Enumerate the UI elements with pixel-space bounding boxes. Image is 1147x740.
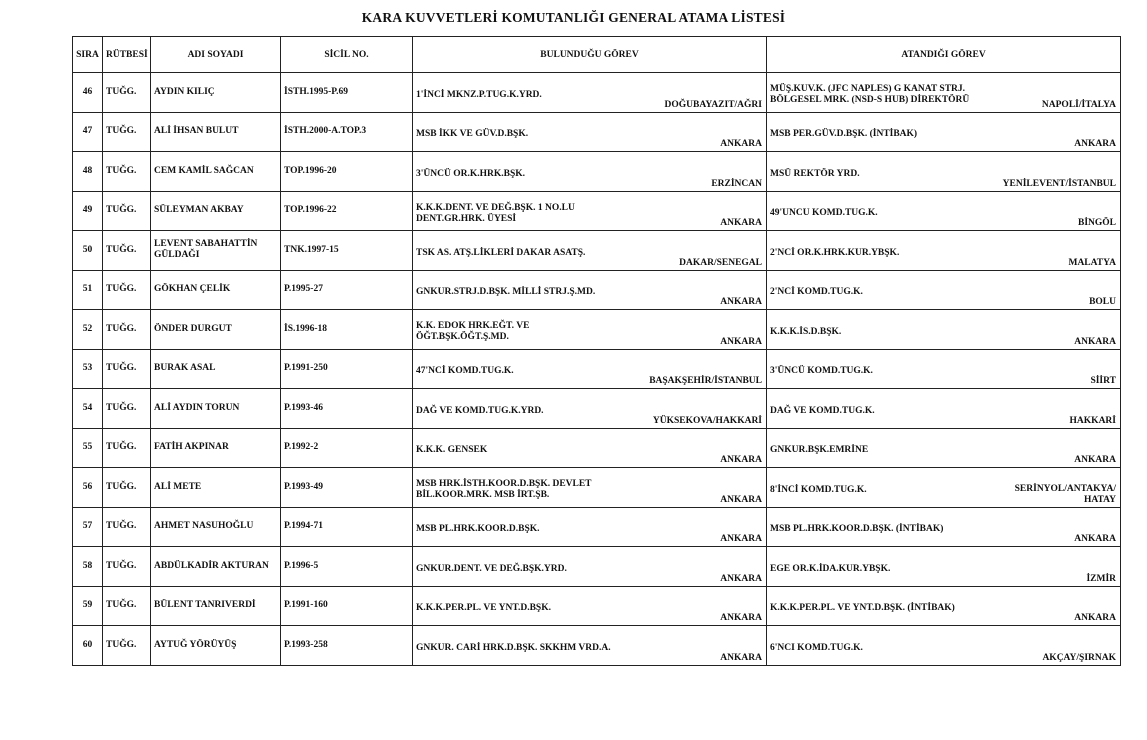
cell-assigned-duty [767, 547, 1121, 587]
cell-assigned-duty-place: HAKKARİ [1069, 415, 1116, 426]
cell-current-duty-duty: K.K.K. GENSEK [416, 445, 488, 456]
cell-sicil-text: TOP.1996-20 [284, 165, 337, 176]
cell-current-duty-duty: K.K.K.DENT. VE DEĞ.BŞK. 1 NO.LU DENT.GR.HRK. ÜYESİ [416, 202, 575, 224]
cell-current-duty [413, 507, 767, 547]
cell-rutbe-text: TUĞG. [106, 165, 137, 176]
header-current-duty: BULUNDUĞU GÖREV [413, 37, 767, 73]
cell-assigned-duty-place: BİNGÖL [1077, 218, 1116, 228]
cell-assigned-duty-place: SİİRT [1090, 376, 1116, 386]
cell-sira-text: 58 [82, 560, 93, 571]
cell-assigned-duty-place: ANKARA [1074, 139, 1116, 149]
cell-rutbe [103, 231, 151, 271]
cell-name [151, 428, 281, 468]
cell-assigned-duty [767, 152, 1121, 192]
cell-sira [73, 349, 103, 389]
cell-current-duty [413, 349, 767, 389]
cell-rutbe [103, 626, 151, 666]
cell-assigned-duty-duty: MÜŞ.KUV.K. (JFC NAPLES) G KANAT STRJ. BÖLGESEL MRK. (NSD-S HUB) DİREKTÖRÜ [770, 84, 970, 106]
cell-rutbe [103, 428, 151, 468]
cell-rutbe-text: TUĞG. [106, 521, 137, 532]
cell-current-duty-place: ANKARA [720, 455, 762, 465]
cell-sira-text: 56 [82, 481, 93, 492]
cell-name [151, 270, 281, 310]
cell-name [151, 349, 281, 389]
cell-sicil [281, 73, 413, 113]
cell-sira [73, 191, 103, 231]
cell-name-text: FATİH AKPINAR [154, 442, 229, 453]
cell-assigned-duty-place: ANKARA [1074, 534, 1116, 544]
cell-current-duty-place: ANKARA [720, 336, 762, 347]
cell-sira [73, 310, 103, 350]
cell-sira [73, 389, 103, 429]
table-row [73, 428, 1121, 468]
cell-sira-text: 54 [82, 402, 93, 413]
cell-sicil-text: P.1993-49 [284, 481, 323, 492]
cell-sicil [281, 468, 413, 508]
table-row [73, 349, 1121, 389]
cell-assigned-duty-duty: MSB PL.HRK.KOOR.D.BŞK. (İNTİBAK) [770, 524, 944, 535]
cell-rutbe [103, 270, 151, 310]
cell-assigned-duty-duty: MSB PER.GÜV.D.BŞK. (İNTİBAK) [770, 129, 918, 140]
cell-current-duty [413, 389, 767, 429]
cell-sira-text: 50 [82, 244, 93, 255]
table-row [73, 152, 1121, 192]
cell-sicil [281, 112, 413, 152]
cell-assigned-duty-place: MALATYA [1068, 257, 1116, 268]
cell-sicil [281, 586, 413, 626]
cell-current-duty-duty: GNKUR.DENT. VE DEĞ.BŞK.YRD. [416, 563, 567, 574]
cell-assigned-duty-place: AKÇAY/ŞIRNAK [1042, 652, 1116, 663]
cell-current-duty [413, 626, 767, 666]
cell-assigned-duty-duty: K.K.K.PER.PL. VE YNT.D.BŞK. (İNTİBAK) [770, 603, 955, 614]
cell-current-duty-place: ERZİNCAN [711, 178, 762, 189]
cell-current-duty [413, 310, 767, 350]
cell-sicil-text: TNK.1997-15 [284, 244, 339, 255]
cell-current-duty-place: ANKARA [720, 613, 762, 623]
cell-assigned-duty [767, 310, 1121, 350]
cell-sicil-text: P.1991-160 [284, 600, 328, 611]
cell-sira [73, 468, 103, 508]
cell-sicil [281, 349, 413, 389]
cell-sicil [281, 626, 413, 666]
cell-name-text: ABDÜLKADİR AKTURAN [154, 560, 269, 571]
cell-name [151, 112, 281, 152]
cell-assigned-duty [767, 270, 1121, 310]
cell-rutbe-text: TUĞG. [106, 560, 137, 571]
cell-sicil-text: P.1996-5 [284, 560, 319, 571]
cell-sira [73, 152, 103, 192]
cell-sicil [281, 270, 413, 310]
cell-sicil [281, 191, 413, 231]
cell-assigned-duty-duty: 2'NCİ KOMD.TUG.K. [770, 287, 863, 298]
cell-sicil-text: İSTH.1995-P.69 [284, 86, 349, 97]
cell-assigned-duty [767, 112, 1121, 152]
table-row [73, 586, 1121, 626]
cell-assigned-duty [767, 73, 1121, 113]
cell-current-duty-place: BAŞAKŞEHİR/İSTANBUL [649, 376, 762, 386]
cell-assigned-duty-place: ANKARA [1074, 455, 1116, 465]
cell-current-duty [413, 547, 767, 587]
cell-sira-text: 46 [82, 86, 93, 97]
cell-name-text: LEVENT SABAHATTİN GÜLDAĞI [154, 239, 258, 261]
cell-rutbe [103, 152, 151, 192]
cell-sicil-text: P.1993-46 [284, 402, 323, 413]
cell-assigned-duty [767, 626, 1121, 666]
cell-assigned-duty-duty: 2'NCİ OR.K.HRK.KUR.YBŞK. [770, 247, 900, 258]
cell-sira-text: 60 [82, 639, 93, 650]
cell-assigned-duty-duty: GNKUR.BŞK.EMRİNE [770, 445, 869, 456]
cell-current-duty [413, 270, 767, 310]
cell-sira [73, 626, 103, 666]
cell-name-text: BÜLENT TANRIVERDİ [154, 600, 256, 611]
cell-assigned-duty-duty: MSÜ REKTÖR YRD. [770, 168, 860, 179]
cell-name-text: SÜLEYMAN AKBAY [154, 205, 244, 216]
table-row [73, 468, 1121, 508]
cell-assigned-duty-place: SERİNYOL/ANTAKYA/ HATAY [1014, 483, 1116, 505]
cell-assigned-duty-duty: DAĞ VE KOMD.TUG.K. [770, 405, 875, 416]
cell-current-duty-place: ANKARA [720, 652, 762, 663]
cell-sicil-text: TOP.1996-22 [284, 205, 337, 216]
cell-name-text: ÖNDER DURGUT [154, 323, 232, 334]
cell-sicil-text: P.1991-250 [284, 363, 328, 374]
cell-current-duty-duty: 3'ÜNCÜ OR.K.HRK.BŞK. [416, 168, 525, 179]
cell-assigned-duty-place: BOLU [1089, 297, 1116, 307]
cell-sira-text: 57 [82, 521, 93, 532]
cell-sicil [281, 310, 413, 350]
cell-name [151, 389, 281, 429]
cell-sicil [281, 152, 413, 192]
cell-assigned-duty-duty: 6'NCI KOMD.TUG.K. [770, 642, 863, 653]
cell-current-duty-duty: MSB PL.HRK.KOOR.D.BŞK. [416, 524, 540, 535]
cell-assigned-duty-duty: 3'ÜNCÜ KOMD.TUG.K. [770, 366, 873, 377]
cell-name [151, 468, 281, 508]
cell-name [151, 547, 281, 587]
cell-sira [73, 547, 103, 587]
cell-name [151, 191, 281, 231]
cell-assigned-duty-place: ANKARA [1074, 613, 1116, 623]
page-title: KARA KUVVETLERİ KOMUTANLIĞI GENERAL ATAMA LİSTESİ [361, 10, 786, 25]
cell-current-duty-duty: MSB İKK VE GÜV.D.BŞK. [416, 129, 529, 140]
cell-name-text: AYDIN KILIÇ [154, 86, 215, 97]
cell-sira-text: 51 [82, 284, 93, 295]
cell-name-text: AYTUĞ YÖRÜYÜŞ [154, 639, 237, 650]
cell-rutbe-text: TUĞG. [106, 244, 137, 255]
cell-current-duty-duty: DAĞ VE KOMD.TUG.K.YRD. [416, 405, 544, 416]
cell-rutbe-text: TUĞG. [106, 442, 137, 453]
table-row [73, 191, 1121, 231]
cell-current-duty-place: YÜKSEKOVA/HAKKARİ [652, 415, 762, 426]
cell-rutbe [103, 349, 151, 389]
cell-current-duty-place: DAKAR/SENEGAL [679, 257, 762, 268]
table-row [73, 547, 1121, 587]
cell-name-text: ALİ İHSAN BULUT [154, 126, 239, 137]
table-row [73, 231, 1121, 271]
cell-rutbe [103, 112, 151, 152]
header-assigned-duty: ATANDIĞI GÖREV [767, 37, 1121, 73]
cell-assigned-duty-place: ANKARA [1074, 336, 1116, 347]
table-row [73, 507, 1121, 547]
header-name: ADI SOYADI [151, 37, 281, 73]
cell-sira-text: 59 [82, 600, 93, 611]
cell-assigned-duty-place: NAPOLİ/İTALYA [1041, 99, 1116, 110]
cell-current-duty-place: ANKARA [720, 218, 762, 228]
cell-sira-text: 49 [82, 205, 93, 216]
cell-sira-text: 55 [82, 442, 93, 453]
cell-current-duty-duty: K.K.K.PER.PL. VE YNT.D.BŞK. [416, 603, 551, 614]
cell-name [151, 152, 281, 192]
cell-current-duty [413, 191, 767, 231]
cell-current-duty-duty: 47'NCİ KOMD.TUG.K. [416, 366, 514, 377]
cell-sicil-text: İSTH.2000-A.TOP.3 [284, 126, 367, 137]
table-row [73, 112, 1121, 152]
cell-rutbe [103, 586, 151, 626]
cell-rutbe [103, 73, 151, 113]
cell-rutbe-text: TUĞG. [106, 402, 137, 413]
cell-current-duty-place: ANKARA [720, 573, 762, 584]
cell-sicil [281, 389, 413, 429]
cell-rutbe [103, 191, 151, 231]
cell-current-duty [413, 428, 767, 468]
cell-name-text: AHMET NASUHOĞLU [154, 521, 254, 532]
cell-name-text: GÖKHAN ÇELİK [154, 284, 231, 295]
cell-current-duty-duty: MSB HRK.İSTH.KOOR.D.BŞK. DEVLET BİL.KOOR.MRK. MSB İRT.ŞB. [416, 479, 592, 501]
cell-assigned-duty [767, 231, 1121, 271]
cell-rutbe-text: TUĞG. [106, 323, 137, 334]
cell-assigned-duty [767, 428, 1121, 468]
cell-current-duty-place: DOĞUBAYAZIT/AĞRI [664, 99, 762, 110]
cell-current-duty [413, 231, 767, 271]
cell-assigned-duty-place: YENİLEVENT/İSTANBUL [1002, 178, 1116, 189]
cell-sicil-text: P.1993-258 [284, 639, 328, 650]
cell-rutbe [103, 468, 151, 508]
cell-rutbe-text: TUĞG. [106, 600, 137, 611]
header-sira: SIRA [73, 37, 103, 73]
cell-sira [73, 507, 103, 547]
cell-sicil [281, 547, 413, 587]
cell-name-text: BURAK ASAL [154, 363, 216, 374]
cell-sira [73, 270, 103, 310]
cell-current-duty-place: ANKARA [720, 534, 762, 544]
cell-current-duty [413, 152, 767, 192]
cell-rutbe-text: TUĞG. [106, 126, 137, 137]
cell-sicil-text: İS.1996-18 [284, 323, 328, 334]
assignment-table [72, 36, 1121, 666]
cell-sicil-text: P.1994-71 [284, 521, 323, 532]
cell-assigned-duty-duty: 49'UNCU KOMD.TUG.K. [770, 208, 878, 219]
cell-sicil [281, 507, 413, 547]
cell-name [151, 73, 281, 113]
cell-sira [73, 586, 103, 626]
cell-sira [73, 231, 103, 271]
cell-sira-text: 48 [82, 165, 93, 176]
cell-name [151, 310, 281, 350]
table-row [73, 626, 1121, 666]
header-rutbe: RÜTBESİ [103, 37, 151, 73]
cell-sicil-text: P.1992-2 [284, 442, 319, 453]
table-header-row [73, 37, 1121, 73]
cell-assigned-duty [767, 349, 1121, 389]
cell-sira [73, 428, 103, 468]
cell-current-duty [413, 586, 767, 626]
table-row [73, 73, 1121, 113]
cell-sira-text: 47 [82, 126, 93, 137]
cell-assigned-duty [767, 389, 1121, 429]
cell-name [151, 586, 281, 626]
cell-sira [73, 112, 103, 152]
cell-name [151, 231, 281, 271]
cell-rutbe-text: TUĞG. [106, 481, 137, 492]
table-row [73, 270, 1121, 310]
cell-current-duty-place: ANKARA [720, 139, 762, 149]
cell-rutbe-text: TUĞG. [106, 205, 137, 216]
cell-rutbe [103, 547, 151, 587]
cell-assigned-duty [767, 586, 1121, 626]
cell-name [151, 626, 281, 666]
cell-rutbe-text: TUĞG. [106, 639, 137, 650]
cell-name-text: CEM KAMİL SAĞCAN [154, 165, 254, 176]
cell-rutbe-text: TUĞG. [106, 86, 137, 97]
cell-rutbe [103, 310, 151, 350]
cell-sicil [281, 231, 413, 271]
cell-sira [73, 73, 103, 113]
cell-assigned-duty [767, 468, 1121, 508]
cell-sicil [281, 428, 413, 468]
cell-rutbe-text: TUĞG. [106, 284, 137, 295]
cell-current-duty-duty: GNKUR. CARİ HRK.D.BŞK. SKKHM VRD.A. [416, 642, 611, 653]
cell-sira-text: 52 [82, 323, 93, 334]
cell-assigned-duty-duty: K.K.K.İS.D.BŞK. [770, 326, 842, 337]
cell-current-duty-duty: K.K. EDOK HRK.EĞT. VE ÖĞT.BŞK.ÖĞT.Ş.MD. [416, 321, 530, 343]
header-sicil: SİCİL NO. [281, 37, 413, 73]
cell-current-duty-duty: TSK AS. ATŞ.LİKLERİ DAKAR ASATŞ. [416, 247, 586, 258]
cell-current-duty [413, 73, 767, 113]
cell-assigned-duty [767, 507, 1121, 547]
cell-assigned-duty-duty: 8'İNCİ KOMD.TUG.K. [770, 484, 867, 495]
cell-sira-text: 53 [82, 363, 93, 374]
cell-current-duty-duty: 1'İNCİ MKNZ.P.TUG.K.YRD. [416, 89, 542, 100]
cell-assigned-duty [767, 191, 1121, 231]
cell-current-duty-place: ANKARA [720, 494, 762, 505]
table-row [73, 389, 1121, 429]
cell-rutbe [103, 507, 151, 547]
cell-sicil-text: P.1995-27 [284, 284, 323, 295]
cell-current-duty [413, 468, 767, 508]
cell-assigned-duty-place: İZMİR [1086, 573, 1116, 584]
cell-current-duty [413, 112, 767, 152]
table-row [73, 310, 1121, 350]
cell-rutbe [103, 389, 151, 429]
cell-name-text: ALİ METE [154, 481, 202, 492]
table-body [73, 73, 1121, 666]
cell-current-duty-duty: GNKUR.STRJ.D.BŞK. MİLLİ STRJ.Ş.MD. [416, 287, 596, 298]
cell-assigned-duty-duty: EGE OR.K.İDA.KUR.YBŞK. [770, 563, 891, 574]
cell-rutbe-text: TUĞG. [106, 363, 137, 374]
cell-name [151, 507, 281, 547]
cell-current-duty-place: ANKARA [720, 297, 762, 307]
cell-name-text: ALİ AYDIN TORUN [154, 402, 240, 413]
